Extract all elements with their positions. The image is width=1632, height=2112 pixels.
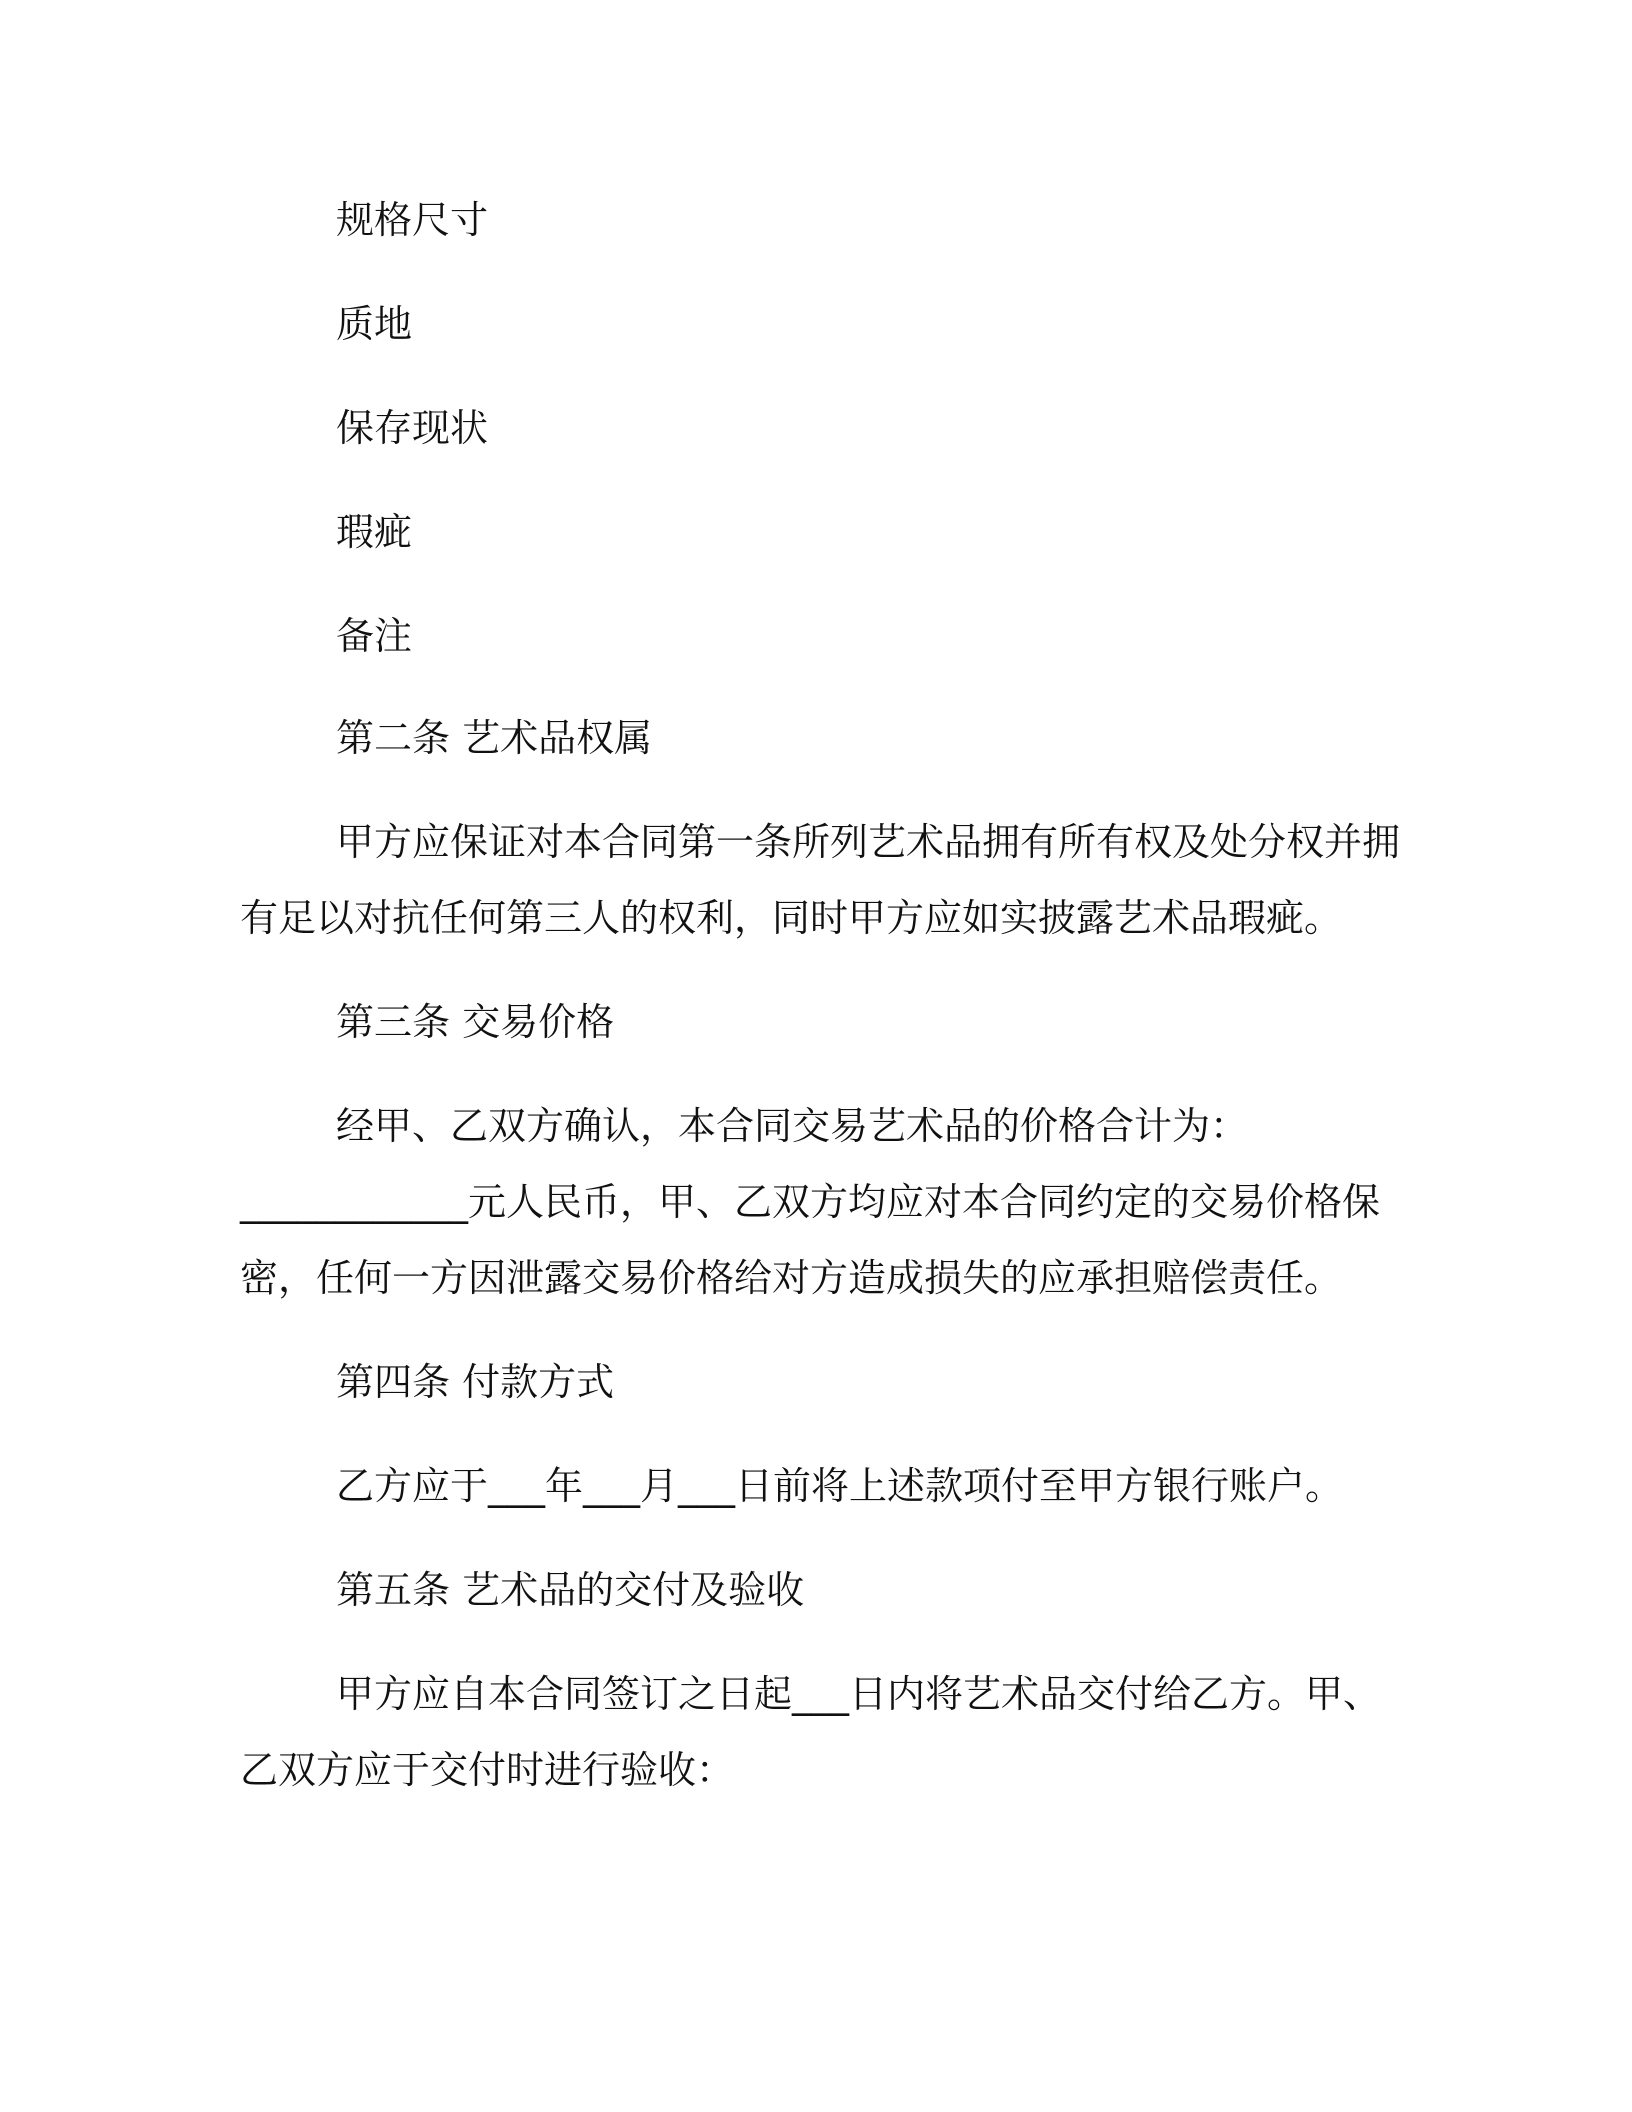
article-2-heading: 第二条 艺术品权属 xyxy=(336,716,653,760)
article-3-heading: 第三条 交易价格 xyxy=(336,1000,615,1044)
article-5-text-line: 甲方应自本合同签订之日起___日内将艺术品交付给乙方。甲、 xyxy=(336,1672,1382,1716)
article-2-text-line: 甲方应保证对本合同第一条所列艺术品拥有所有权及处分权并拥 xyxy=(336,820,1401,864)
article-5-text-line: 乙双方应于交付时进行验收： xyxy=(240,1748,735,1792)
article-5-heading: 第五条 艺术品的交付及验收 xyxy=(336,1568,805,1612)
article-3-text-line: 经甲、乙双方确认，本合同交易艺术品的价格合计为： xyxy=(336,1104,1249,1148)
field-label-condition: 保存现状 xyxy=(336,406,489,450)
field-label-size: 规格尺寸 xyxy=(336,198,489,242)
article-2-text-line: 有足以对抗任何第三人的权利，同时甲方应如实披露艺术品瑕疵。 xyxy=(240,896,1343,940)
field-label-remarks: 备注 xyxy=(336,614,413,658)
field-label-defects: 瑕疵 xyxy=(336,510,413,554)
article-4-text-line: 乙方应于___年___月___日前将上述款项付至甲方银行账户。 xyxy=(336,1464,1344,1508)
field-label-material: 质地 xyxy=(336,302,413,346)
article-3-text-line: 密，任何一方因泄露交易价格给对方造成损失的应承担赔偿责任。 xyxy=(240,1256,1343,1300)
article-4-heading: 第四条 付款方式 xyxy=(336,1360,615,1404)
article-3-text-line: ____________元人民币，甲、乙双方均应对本合同约定的交易价格保 xyxy=(240,1180,1381,1224)
